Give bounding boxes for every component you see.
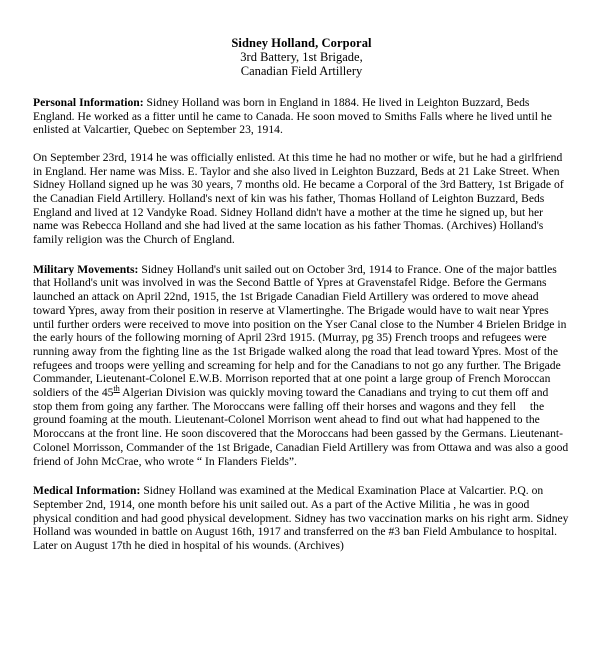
title-line-name-rank: Sidney Holland, Corporal [231, 36, 372, 50]
personal-paragraph-1-text: Sidney Holland was born in England in 1884. He lived in Leighton Buzzard, Beds England. He worked as a fitter until he came to Canada. He soon moved to Smiths Falls where he lived until he enlisted at Valcartier, Quebec on September 23, 1914. [33, 96, 552, 137]
personal-information-heading: Personal Information: [33, 96, 144, 109]
section-medical-information [33, 484, 570, 553]
ordinal-superscript-th: th [113, 384, 120, 394]
document-title [33, 36, 570, 78]
military-paragraph-1-part-1: Sidney Holland's unit sailed out on October 3rd, 1914 to France. One of the major battles that Holland's unit was involved in was the Second Battle of Ypres at Gravenstafel Ridge. Before the Germans launched an attack on April 22nd, 1915, the 1st Brigade Canadian Field Artillery was ordered to move ahead toward Ypres, away from their position in reserve at Vlamertinghe. The Brigade would have to wait near Ypres until further orders were received to move into position on the Yser Canal close to the Number 4 Brielen Bridge in the early hours of the following morning of April 23rd 1915. (Murray, pg 35) French troops and refugees were running away from the fighting line as the 1st Brigade walked along the road that lead toward Ypres. Most of the refugees and troops were yelling and screaming for help and for the Canadians to not go any further. The Brigade Commander, Lieutenant-Colonel E.W.B. Morrison reported that at one point a large group of French Moroccan soldiers of the 45 [33, 262, 567, 400]
personal-paragraph-1 [33, 96, 570, 137]
personal-paragraph-2: On September 23rd, 1914 he was officially enlisted. At this time he had no mother or wife, but he had a girlfriend in England. Her name was Miss. E. Taylor and she also lived in Leighton Buzzard, Beds at 21 Lake Street. When Sidney Holland signed up he was 30 years, 7 months old. He became a Corporal of the 3rd Battery, 1st Brigade of the Canadian Field Artillery. Holland's next of kin was his father, Thomas Holland of Leighton Buzzard, Beds England and lived at 12 Vandyke Road. Sidney Holland didn't have a mother at the time he signed up, but her name was Rebecca Holland and she had lived at the same location as his father Thomas. (Archives) Holland's family religion was the Church of England. [33, 150, 564, 247]
military-paragraph-1-part-2: Algerian Division was quickly moving toward the Canadians and trying to cut them off and stop them from going any farther. The Moroccans were falling off their horses and wagons and they fell [33, 386, 549, 413]
military-paragraph-1-part-3: the ground foaming at the mouth. Lieutenant-Colonel Morrison went ahead to find out what had happened to the Moroccans at the front line. He soon discovered that the Moroccans had been gassed by the Germans. Lieutenant-Colonel Morrisson, Commander of the 1st Brigade, Canadian Field Artillery was from Ottawa and was also a good friend of John McCrae, who wrote “ In Flanders Fields”. [33, 399, 569, 468]
section-personal-information [33, 96, 570, 247]
military-paragraph-1 [33, 263, 570, 469]
section-military-movements [33, 263, 570, 469]
medical-paragraph-1-text: Sidney Holland was examined at the Medical Examination Place at Valcartier. P.Q. on September 2nd, 1914, one month before his unit sailed out. As a part of the Active Militia , he was in good physical condition and had good physical development. Sidney has two vaccination marks on his right arm. Sidney Holland was wounded in battle on August 16th, 1917 and transferred on the #3 ban Field Ambulance to hospital. Later on August 17th he died in hospital of his wounds. (Archives) [33, 484, 569, 553]
military-movements-heading: Military Movements: [33, 262, 139, 276]
medical-information-heading: Medical Information: [33, 484, 141, 498]
medical-paragraph-1 [33, 484, 570, 553]
title-line-unit: 3rd Battery, 1st Brigade, [240, 50, 363, 64]
title-line-corps: Canadian Field Artillery [240, 64, 363, 78]
